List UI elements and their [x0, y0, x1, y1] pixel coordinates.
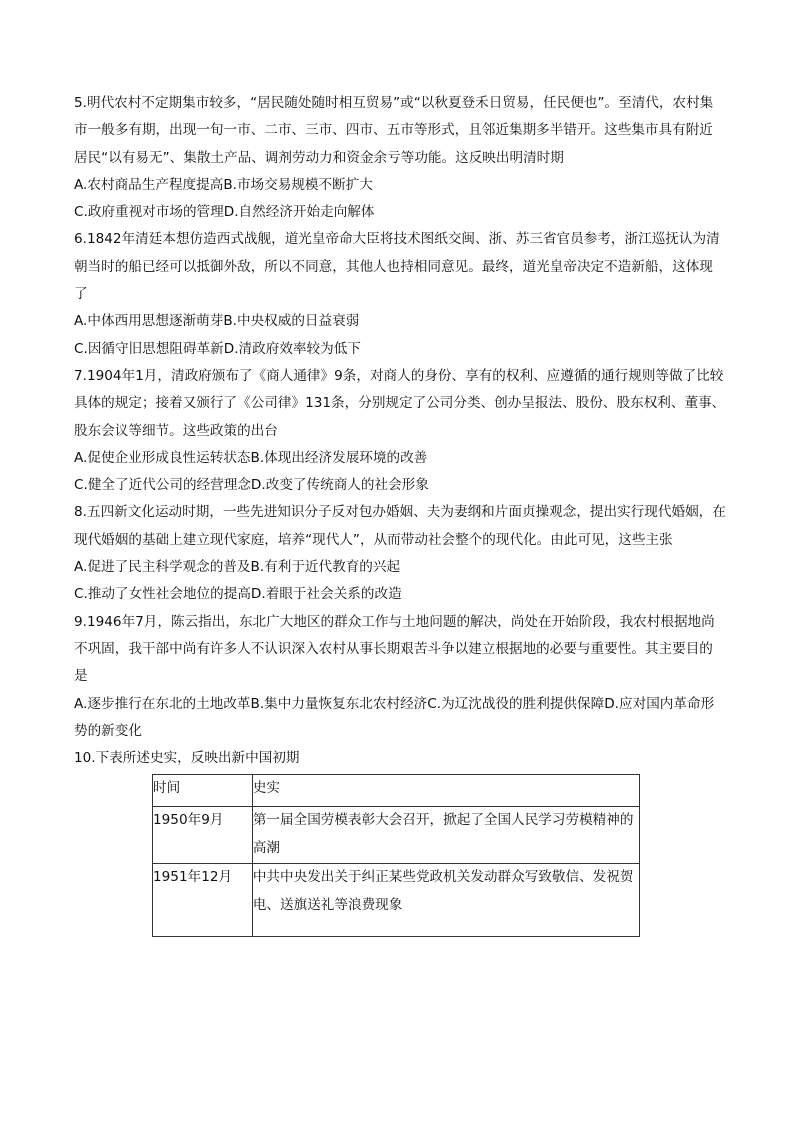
- question-7: [74, 363, 726, 499]
- table-header-cell: 史实: [252, 775, 639, 807]
- question-stem: 7.1904年1月，清政府颁布了《商人通律》9条，对商人的身份、享有的权利、应遵循的通行规则等做了比较具体的规定；接着又颁行了《公司律》131条，分别规定了公司分类、创办呈报法、股份、股东权利、董事、股东会议等细节。这些政策的出台: [74, 367, 726, 439]
- table-header-row: [153, 775, 640, 807]
- question-stem: 8.五四新文化运动时期，一些先进知识分子反对包办婚姻、夫为妻纲和片面贞操观念，提出实行现代婚姻，在现代婚姻的基础上建立现代家庭，培养“现代人”，从而带动社会整个的现代化。由此可见，这些主张: [74, 504, 726, 548]
- answer-options: C.政府重视对市场的管理D.自然经济开始走向解体: [74, 204, 375, 221]
- question-stem: 6.1842年清廷本想仿造西式战舰，道光皇帝命大臣将技术图纸交闽、浙、苏三省官员参考，浙江巡抚认为清朝当时的船已经可以抵御外敌，所以不同意，其他人也持相同意见。最终，道光皇帝决定不造新船，这体现了: [74, 231, 720, 303]
- question-stem: 5.明代农村不定期集市较多，“居民随处随时相互贸易”或“以秋夏登禾日贸易，任民便也”。至清代，农村集市一般多有期，出现一旬一市、二市、三市、四市、五市等形式，且邻近集期多半错开。这些集市具有附近居民“以有易无”、集散土产品、调剂劳动力和资金余亏等功能。这反映出明清时期: [74, 95, 714, 166]
- answer-options: C.健全了近代公司的经营理念D.改变了传统商人的社会形象: [74, 477, 429, 494]
- table-cell-fact: 中共中央发出关于纠正某些党政机关发动群众写致敬信、发祝贺电、送旗送礼等浪费现象: [252, 864, 639, 937]
- table-cell-time: 1950年9月: [153, 807, 253, 864]
- answer-options: C.推动了女性社会地位的提高D.着眼于社会关系的改造: [74, 586, 402, 603]
- question-6: [74, 226, 726, 362]
- table-row: [153, 807, 640, 864]
- question-stem: 10.下表所述史实，反映出新中国初期: [74, 750, 300, 767]
- answer-options: A.中体西用思想逐渐萌芽B.中央权威的日益衰弱: [74, 313, 360, 330]
- history-table-wrapper: [152, 774, 726, 937]
- table-cell-fact: 第一届全国劳模表彰大会召开，掀起了全国人民学习劳模精神的高潮: [252, 807, 639, 864]
- history-table: [152, 774, 640, 937]
- question-5: [74, 90, 726, 226]
- table-row: [153, 864, 640, 937]
- answer-options: A.逐步推行在东北的土地改革B.集中力量恢复东北农村经济C.为辽沈战役的胜利提供保障D.应对国内革命形势的新变化: [74, 695, 715, 739]
- question-8: [74, 499, 726, 608]
- table-cell-time: 1951年12月: [153, 864, 253, 937]
- answer-options: C.因循守旧思想阻碍革新D.清政府效率较为低下: [74, 340, 361, 357]
- question-9: [74, 609, 726, 745]
- question-10: [74, 745, 726, 937]
- answer-options: A.促使企业形成良性运转状态B.体现出经济发展环境的改善: [74, 449, 428, 466]
- table-header-cell: 时间: [153, 775, 253, 807]
- question-list: [74, 90, 726, 937]
- answer-options: A.农村商品生产程度提高B.市场交易规模不断扩大: [74, 176, 373, 193]
- answer-options: A.促进了民主科学观念的普及B.有利于近代教育的兴起: [74, 559, 401, 576]
- question-stem: 9.1946年7月，陈云指出，东北广大地区的群众工作与土地问题的解决，尚处在开始阶段，我农村根据地尚不巩固，我干部中尚有许多人不认识深入农村从事长期艰苦斗争以建立根据地的必要与重要性。其主要目的是: [74, 613, 715, 685]
